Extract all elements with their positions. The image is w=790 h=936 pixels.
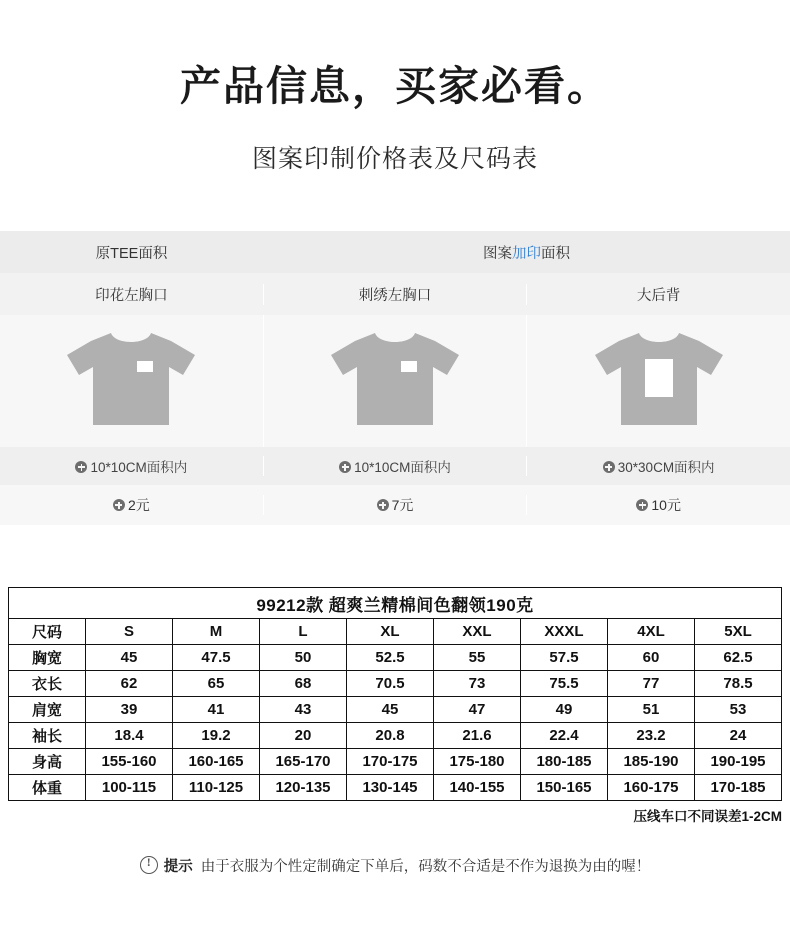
panel-header-print-post: 面积 xyxy=(541,245,570,262)
cell-sleeve-xl: 20.8 xyxy=(347,723,434,749)
cell-height-4xl: 185-190 xyxy=(608,749,695,775)
shirt-illustration-2 xyxy=(263,315,527,447)
placement-name-2: 刺绣左胸口 xyxy=(263,284,527,305)
size-header-xl: XL xyxy=(347,619,434,645)
tip-text: 由于衣服为个性定制确定下单后，码数不合适是不作为退换为由的喔！ xyxy=(200,859,651,876)
cell-height-xxl: 175-180 xyxy=(434,749,521,775)
table-row xyxy=(9,775,782,801)
size-table xyxy=(8,587,782,801)
plus-icon xyxy=(603,461,615,473)
area-value-3 xyxy=(526,456,790,476)
price-text-3: 10元 xyxy=(651,497,681,514)
cell-shoulder-4xl: 51 xyxy=(608,697,695,723)
plus-icon xyxy=(377,499,389,511)
row-label-chest: 胸宽 xyxy=(9,645,86,671)
shirt-illustration-3 xyxy=(526,315,790,447)
cell-weight-5xl: 170-185 xyxy=(695,775,782,801)
cell-height-xl: 170-175 xyxy=(347,749,434,775)
cell-length-5xl: 78.5 xyxy=(695,671,782,697)
cell-length-s: 62 xyxy=(86,671,173,697)
cell-shoulder-s: 39 xyxy=(86,697,173,723)
size-table-header-row xyxy=(9,619,782,645)
price-value-3 xyxy=(526,495,790,515)
cell-shoulder-m: 41 xyxy=(173,697,260,723)
print-price-panel xyxy=(0,231,790,525)
table-row xyxy=(9,671,782,697)
panel-header-print-pre: 图案 xyxy=(483,245,512,262)
cell-chest-4xl: 60 xyxy=(608,645,695,671)
cell-weight-xxxl: 150-165 xyxy=(521,775,608,801)
cell-length-xxxl: 75.5 xyxy=(521,671,608,697)
cell-height-l: 165-170 xyxy=(260,749,347,775)
cell-height-s: 155-160 xyxy=(86,749,173,775)
area-value-2 xyxy=(263,456,527,476)
page-subtitle: 图案印制价格表及尺码表 xyxy=(251,145,538,174)
tip-section xyxy=(0,855,790,876)
cell-height-m: 160-165 xyxy=(173,749,260,775)
cell-sleeve-xxl: 21.6 xyxy=(434,723,521,749)
cell-sleeve-5xl: 24 xyxy=(695,723,782,749)
cell-chest-l: 50 xyxy=(260,645,347,671)
cell-chest-m: 47.5 xyxy=(173,645,260,671)
panel-price-row xyxy=(0,485,790,525)
tshirt-icon xyxy=(325,327,465,431)
tshirt-left-chest-embroidery-icon xyxy=(325,327,465,436)
panel-header-original-area: 原TEE面积 xyxy=(95,245,168,262)
cell-chest-xxl: 55 xyxy=(434,645,521,671)
tshirt-full-back-icon xyxy=(589,327,729,436)
shirt-illustration-1 xyxy=(0,315,263,447)
panel-area-row xyxy=(0,447,790,485)
tip-label: 提示 xyxy=(163,859,193,876)
cell-shoulder-xxxl: 49 xyxy=(521,697,608,723)
cell-length-m: 65 xyxy=(173,671,260,697)
cell-length-l: 68 xyxy=(260,671,347,697)
cell-weight-xxl: 140-155 xyxy=(434,775,521,801)
cell-sleeve-l: 20 xyxy=(260,723,347,749)
row-label-weight: 体重 xyxy=(9,775,86,801)
row-label-shoulder: 肩宽 xyxy=(9,697,86,723)
page-title: 产品信息，买家必看。 xyxy=(180,63,610,109)
size-header-xxxl: XXXL xyxy=(521,619,608,645)
placement-name-1: 印花左胸口 xyxy=(95,287,168,304)
size-table-title: 99212款 超爽兰精棉间色翻领190克 xyxy=(9,588,782,619)
size-header-xxl: XXL xyxy=(434,619,521,645)
row-label-sleeve: 袖长 xyxy=(9,723,86,749)
cell-chest-xl: 52.5 xyxy=(347,645,434,671)
cell-sleeve-4xl: 23.2 xyxy=(608,723,695,749)
exclamation-icon xyxy=(140,856,158,874)
size-header-s: S xyxy=(86,619,173,645)
cell-shoulder-5xl: 53 xyxy=(695,697,782,723)
table-row xyxy=(9,645,782,671)
area-value-1 xyxy=(0,456,263,476)
size-table-section xyxy=(0,587,790,825)
cell-chest-s: 45 xyxy=(86,645,173,671)
price-text-1: 2元 xyxy=(127,497,150,514)
cell-shoulder-xl: 45 xyxy=(347,697,434,723)
placement-name-3: 大后背 xyxy=(526,284,790,305)
size-table-footnote: 压线车口不同误差1-2CM xyxy=(633,809,782,825)
tshirt-left-chest-icon xyxy=(61,327,201,436)
price-text-2: 7元 xyxy=(391,497,414,514)
panel-placement-row xyxy=(0,273,790,315)
plus-icon xyxy=(75,461,87,473)
cell-sleeve-xxxl: 22.4 xyxy=(521,723,608,749)
panel-header-print-area xyxy=(263,242,790,263)
table-row xyxy=(9,749,782,775)
cell-weight-4xl: 160-175 xyxy=(608,775,695,801)
cell-shoulder-l: 43 xyxy=(260,697,347,723)
size-header-label: 尺码 xyxy=(9,619,86,645)
row-label-length: 衣长 xyxy=(9,671,86,697)
cell-length-xl: 70.5 xyxy=(347,671,434,697)
cell-length-4xl: 77 xyxy=(608,671,695,697)
plus-icon xyxy=(113,499,125,511)
table-row xyxy=(9,723,782,749)
cell-chest-5xl: 62.5 xyxy=(695,645,782,671)
panel-shirt-illustrations xyxy=(0,315,790,447)
cell-sleeve-s: 18.4 xyxy=(86,723,173,749)
cell-shoulder-xxl: 47 xyxy=(434,697,521,723)
panel-header-print-accent: 加印 xyxy=(512,245,541,262)
cell-chest-xxxl: 57.5 xyxy=(521,645,608,671)
size-header-l: L xyxy=(260,619,347,645)
cell-weight-l: 120-135 xyxy=(260,775,347,801)
plus-icon xyxy=(636,499,648,511)
cell-height-5xl: 190-195 xyxy=(695,749,782,775)
size-header-5xl: 5XL xyxy=(695,619,782,645)
plus-icon xyxy=(339,461,351,473)
cell-weight-s: 100-115 xyxy=(86,775,173,801)
size-header-4xl: 4XL xyxy=(608,619,695,645)
price-value-1 xyxy=(0,495,263,515)
area-text-2: 10*10CM面积内 xyxy=(354,460,451,476)
size-table-title-row xyxy=(9,588,782,619)
cell-weight-m: 110-125 xyxy=(173,775,260,801)
cell-length-xxl: 73 xyxy=(434,671,521,697)
area-text-1: 10*10CM面积内 xyxy=(90,460,188,476)
area-text-3: 30*30CM面积内 xyxy=(617,460,715,476)
tshirt-icon xyxy=(61,327,201,431)
cell-weight-xl: 130-145 xyxy=(347,775,434,801)
tshirt-icon xyxy=(589,327,729,431)
table-row xyxy=(9,697,782,723)
panel-header-row xyxy=(0,231,790,273)
cell-sleeve-m: 19.2 xyxy=(173,723,260,749)
size-header-m: M xyxy=(173,619,260,645)
cell-height-xxxl: 180-185 xyxy=(521,749,608,775)
price-value-2 xyxy=(263,495,527,515)
row-label-height: 身高 xyxy=(9,749,86,775)
